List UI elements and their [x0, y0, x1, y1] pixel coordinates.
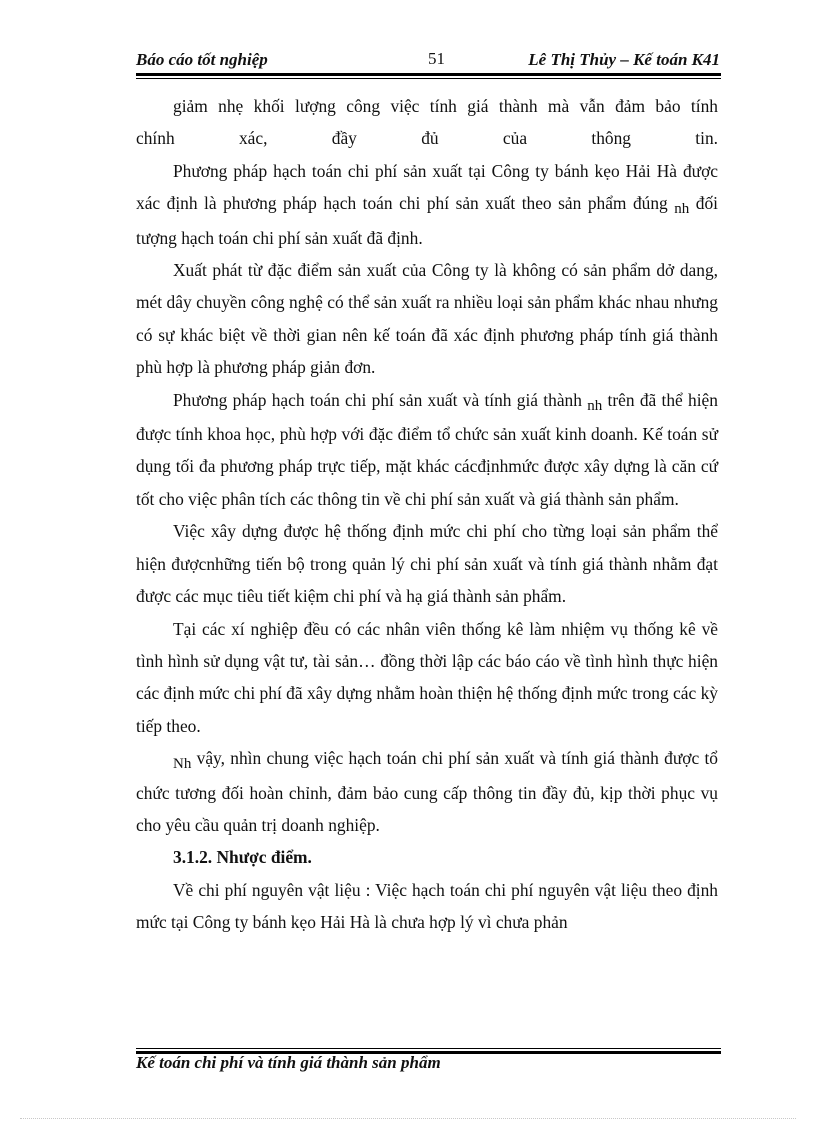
paragraph-3: Xuất phát từ đặc điểm sản xuất của Công ty là không có sản phẩm dở dang, mét dây chuyền công nghệ có thể sản xuất ra nhiều loại sản phẩm khác nhau nhưng có sự khác biệt về thời gian nên kế toán đã xác định phương pháp tính giá thành phù hợp là phương pháp giản đơn.	[136, 260, 718, 378]
paragraph-7-text: vậy, nhìn chung việc hạch toán chi phí sản xuất và tính giá thành được tổ chức tương đối hoàn chỉnh, đảm bảo cung cấp thông tin đầy đủ, kịp thời phục vụ cho yêu cầu quản trị doanh nghiệp.	[136, 748, 718, 835]
header-author: Lê Thị Thủy – Kế toán K41	[528, 50, 720, 69]
paragraph-2-text-b: đối tượng hạch toán chi phí sản xuất đã định.	[136, 193, 719, 248]
paragraph-4	[136, 384, 718, 516]
footer-rule-thin	[136, 1048, 721, 1049]
paragraph-2	[136, 155, 718, 254]
page-bottom-dotted-line	[20, 1118, 796, 1119]
section-heading: 3.1.2. Nhược điểm.	[173, 847, 312, 868]
page-number: 51	[428, 49, 445, 68]
paragraph-7-nh: Nh	[173, 756, 192, 773]
body-text	[136, 90, 718, 939]
paragraph-2-text-a: Phương pháp hạch toán chi phí sản xuất tại Công ty bánh kẹo Hải Hà được xác định là phương pháp hạch toán chi phí sản xuất theo sản phẩm đúng	[136, 160, 718, 214]
page-footer: Kế toán chi phí và tính giá thành sản phẩm	[136, 1053, 441, 1072]
paragraph-4-text-b: trên đã thể hiện được tính khoa học, phù hợp với đặc điểm tổ chức sản xuất kinh doanh. Kế toán sử dụng tối đa phương pháp trực tiếp, mặt khác cácđịnhmức được xây dựng là căn cứ tốt cho việc phân tích các thông tin về chi phí sản xuất và giá thành sản phẩm.	[136, 389, 718, 509]
paragraph-1-line-1: giảm nhẹ khối lượng công việc tính giá thành mà vẫn đảm bảo tính	[173, 96, 718, 116]
page-header	[136, 47, 720, 73]
header-rule-thin	[136, 78, 721, 79]
header-report-title: Báo cáo tốt nghiệp	[136, 50, 268, 69]
paragraph-4-text-a: Phương pháp hạch toán chi phí sản xuất và tính giá thành	[173, 389, 582, 410]
header-rule-thick	[136, 73, 721, 76]
paragraph-4-nh: nh	[587, 397, 603, 414]
paragraph-7	[136, 742, 718, 841]
paragraph-6: Tại các xí nghiệp đều có các nhân viên thống kê làm nhiệm vụ thống kê về tình hình sử dụng vật tư, tài sản… đồng thời lập các báo cáo về tình hình thực hiện các định mức chi phí đã xây dựng nhằm hoàn thiện hệ thống định mức trong các kỳ tiếp theo.	[136, 618, 718, 736]
paragraph-1-line-2: chính xác, đầy đủ của thông tin.	[136, 128, 718, 149]
paragraph-8: Về chi phí nguyên vật liệu : Việc hạch toán chi phí nguyên vật liệu theo định mức tại Công ty bánh kẹo Hải Hà là chưa hợp lý vì chưa phản	[136, 879, 718, 933]
paragraph-5: Việc xây dựng được hệ thống định mức chi phí cho từng loại sản phẩm thể hiện đượcnhững tiến bộ trong quản lý chi phí sản xuất và tính giá thành nhằm đạt được các mục tiêu tiết kiệm chi phí và hạ giá thành sản phẩm.	[136, 521, 718, 607]
paragraph-2-nh: nh	[674, 201, 690, 218]
